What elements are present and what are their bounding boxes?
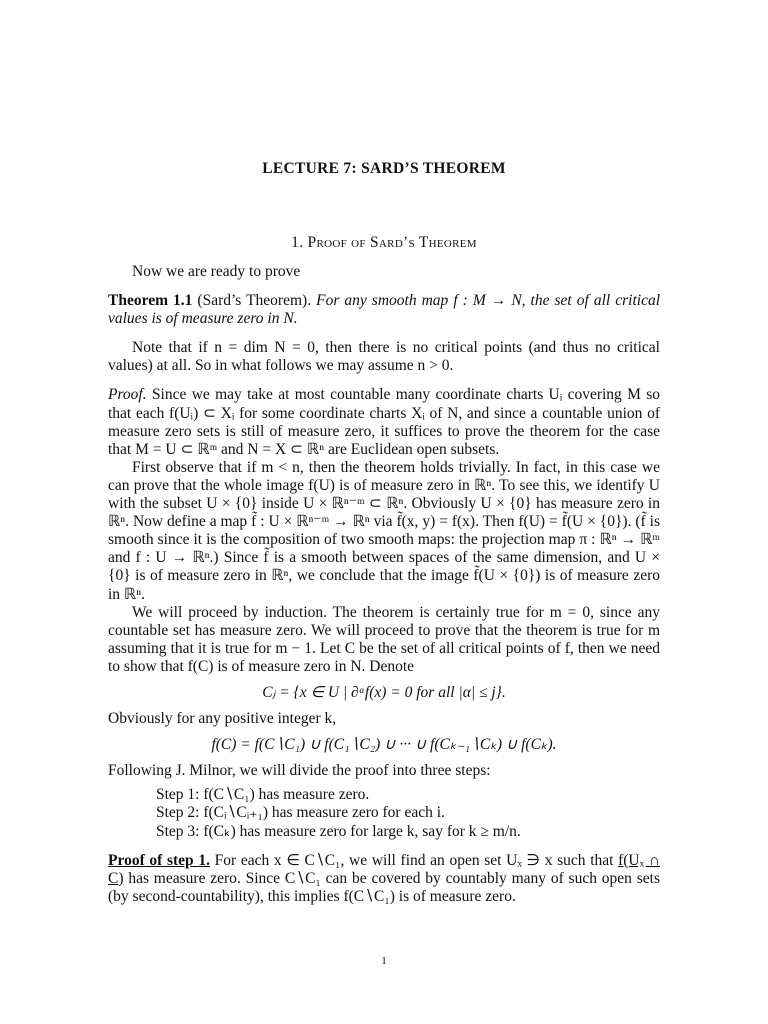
note-paragraph: Note that if n = dim N = 0, then there is no critical points (and thus no critical values) at all. So in what follows we may assume n > 0. [108, 339, 660, 375]
body-text [108, 263, 660, 906]
section-heading: 1. Proof of Sard’s Theorem [291, 234, 477, 251]
proof-text-1: Since we may take at most countable many coordinate charts Uᵢ covering M so that each f(Uᵢ) ⊂ Xᵢ for some coordinate charts Xᵢ of N, and since a countable union of measure zero sets is still of measure zero, it suffices to prove the theorem for the case that M = U ⊂ ℝᵐ and N = X ⊂ ℝⁿ are Euclidean open subsets. [108, 386, 661, 458]
theorem-name: (Sard’s Theorem). [197, 292, 312, 310]
intro-paragraph: Now we are ready to prove [132, 263, 301, 280]
equation-fc: f(C) = f(C∖C₁) ∪ f(C₁∖C₂) ∪ ··· ∪ f(Cₖ₋₁∖Cₖ) ∪ f(Cₖ). [211, 736, 557, 754]
step1-underlined: f(Uₓ ∩ C) [108, 851, 660, 887]
lecture-title: LECTURE 7: SARD’S THEOREM [262, 160, 506, 177]
proof-paragraph-4: Obviously for any positive integer k, [108, 710, 337, 728]
proof-label: Proof. [108, 386, 147, 404]
step1-text-b: has measure zero. Since C∖C₁ can be covered by countably many of such open sets (by second-countability), this implies f(C∖C₁) is of measure zero. [108, 869, 660, 905]
step-1: Step 1: f(C∖C₁) has measure zero. [156, 786, 370, 804]
theorem-block [108, 292, 660, 328]
theorem-label: Theorem 1.1 [108, 292, 193, 310]
page-number: 1 [381, 955, 387, 967]
proof-paragraph-1 [108, 386, 660, 458]
proof-paragraph-2: First observe that if m < n, then the theorem holds trivially. In fact, in this case we can prove that the whole image f(U) is of measure zero in ℝⁿ. To see this, we identify U with the subset U × {0} inside U × ℝⁿ⁻ᵐ ⊂ ℝⁿ. Obviously U × {0} has measure zero in ℝⁿ. Now define a map f̃ : U × ℝⁿ⁻ᵐ → ℝⁿ via f̃(x, y) = f(x). Then f(U) = f̃(U × {0}). (f̃ is smooth since it is the composition of two smooth maps: the projection map π : ℝⁿ → ℝᵐ and f : U → ℝⁿ.) Since f̃ is a smooth between spaces of the same dimension, and U × {0} is of measure zero in ℝⁿ, we conclude that the image f̃(U × {0}) is of measure zero in ℝⁿ. [108, 458, 660, 603]
step1-text-a: For each x ∈ C∖C₁, we will find an open set Uₓ ∋ x such that [214, 851, 619, 869]
proof-paragraph-3: We will proceed by induction. The theorem is certainly true for m = 0, since any countable set has measure zero. We will proceed to prove that the theorem is true for m assuming that it is true for m − 1. Let C be the set of all critical points of f, then we need to show that f(C) is of measure zero in N. Denote [108, 603, 660, 675]
step-3: Step 3: f(Cₖ) has measure zero for large k, say for k ≥ m/n. [156, 822, 521, 840]
equation-cj: Cⱼ = {x ∈ U | ∂ᵅf(x) = 0 for all |α| ≤ j}. [262, 683, 506, 701]
step1-label: Proof of step 1. [108, 851, 210, 869]
proof-step-1-paragraph [108, 852, 660, 906]
theorem-statement: For any smooth map f : M → N, the set of all critical values is of measure zero in N. [108, 292, 661, 328]
step-2: Step 2: f(Cᵢ∖Cᵢ₊₁) has measure zero for each i. [156, 804, 445, 822]
proof-paragraph-5: Following J. Milnor, we will divide the proof into three steps: [108, 762, 491, 780]
